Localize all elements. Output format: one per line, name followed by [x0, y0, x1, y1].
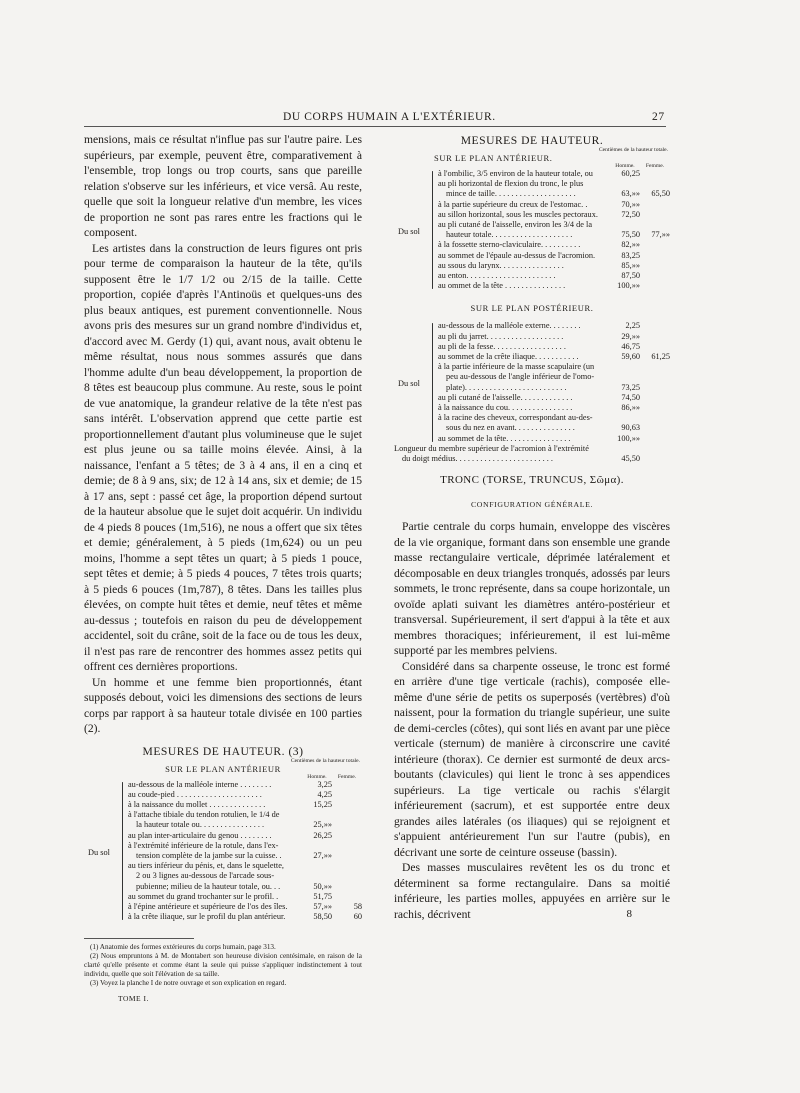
du-sol-label: Du sol: [398, 227, 420, 236]
value-homme: 100,»»: [617, 281, 640, 291]
table-row: [438, 362, 670, 372]
value-femme: 60: [353, 912, 362, 922]
running-head-title: DU CORPS HUMAIN A L'EXTÉRIEUR.: [283, 111, 496, 123]
header-rule: [84, 126, 666, 127]
value-femme: [640, 179, 670, 189]
value-femme: [640, 413, 670, 423]
row-label: mince de taille. . . . . . . . . . . . . . . . . . . .: [446, 189, 576, 199]
row-label: au pli cutané de l'aisselle. . . . . . . . . . . . .: [438, 392, 573, 402]
table-row: [438, 342, 670, 352]
row-label: au coude-pied . . . . . . . . . . . . . . . . . . . . .: [128, 789, 262, 799]
row-label: hauteur totale. . . . . . . . . . . . . . . . . . . .: [446, 230, 573, 240]
value-femme: [640, 393, 670, 403]
value-homme: 82,»»: [621, 240, 640, 250]
table-row: [438, 179, 670, 189]
value-femme: [332, 790, 362, 800]
row-label: au sommet de l'épaule au-dessus de l'acromion.: [438, 250, 596, 260]
table-row: [128, 892, 362, 902]
value-homme: [300, 810, 332, 820]
value-femme: [640, 321, 670, 331]
row-label: au ssous du larynx. . . . . . . . . . . . . . . .: [438, 260, 564, 270]
value-homme: [608, 372, 640, 382]
value-femme: [640, 271, 670, 281]
table-row: [438, 261, 670, 271]
value-homme: [608, 362, 640, 372]
value-femme: 61,25: [651, 352, 670, 362]
table-row: [438, 403, 670, 413]
value-homme: [300, 871, 332, 881]
table-row: [128, 861, 362, 871]
value-homme: 29,»»: [621, 331, 640, 341]
col-femme: Femme.: [337, 773, 357, 780]
table-row: [438, 413, 670, 423]
footnotes: [84, 938, 362, 988]
table-title: MESURES DE HAUTEUR.: [460, 134, 604, 147]
value-homme: 59,60: [621, 352, 640, 362]
table-row: [438, 251, 670, 261]
value-femme: [332, 882, 362, 892]
value-homme: 63,»»: [621, 189, 640, 199]
row-label: peu au-dessous de l'angle inférieur de l'omo-: [446, 372, 595, 382]
subsection-heading: CONFIGURATION GÉNÉRALE.: [470, 500, 594, 510]
value-femme: [332, 892, 362, 902]
value-homme: 83,25: [621, 250, 640, 260]
value-homme: 87,50: [621, 271, 640, 281]
value-homme: 86,»»: [621, 403, 640, 413]
row-label: à la partie supérieure du creux de l'estomac. .: [438, 199, 588, 209]
row-label: la hauteur totale ou. . . . . . . . . . . . . . . .: [136, 820, 265, 830]
table-subtitle: SUR LE PLAN ANTÉRIEUR: [165, 763, 281, 774]
centiemes-caption: Centièmes de la hauteur totale.: [290, 757, 360, 764]
table-row: [128, 902, 362, 912]
signature-mark: 8: [626, 908, 632, 921]
value-femme: [640, 403, 670, 413]
paragraph: Considéré dans sa charpente osseuse, le tronc est formé en arrière d'une tige verticale (rachis), composée elle-même d'une série de petits os superposés (vertèbres) d'où naissent, pour la formation du triangle supérieur, une suite de demi-cercles (côtes), qui sont liés en avant par une pièce verticale (sternum) de manière à circonscrire une cavité intérieure (thorax). Ce dernier est surmonté de deux arcs-boutants (clavicules) qui lient le tronc à ses appendices supérieurs. La tige verticale ou rachis s'élargit inférieurement (sacrum), et est supportée entre deux grandes ailes latérales (os iliaques) qui se rejoignent et s'appuient antérieurement l'un sur l'autre (pubis), en décrivant une sorte de ceinture osseuse (bassin).: [394, 659, 670, 859]
value-femme: [332, 820, 362, 830]
row-label: à la naissance du mollet . . . . . . . . . . . . . .: [128, 799, 266, 809]
table-row: [438, 281, 670, 291]
longueur-label: du doigt médius. . . . . . . . . . . . . . . . . . . . . . . .: [402, 454, 553, 464]
value-homme: 25,»»: [313, 820, 332, 830]
value-homme: 3,25: [317, 779, 332, 789]
value-femme: 58: [353, 901, 362, 911]
col-femme: Femme.: [645, 163, 665, 169]
value-femme: [332, 861, 362, 871]
right-column: [394, 132, 670, 920]
measure-table-posterior: [398, 321, 670, 443]
row-label: au pli de la fesse. . . . . . . . . . . . . . . . . .: [438, 341, 566, 351]
footnote: (3) Voyez la planche I de notre ouvrage et son explication en regard.: [90, 979, 287, 988]
table-row: [128, 810, 362, 820]
value-homme: 27,»»: [313, 850, 332, 860]
row-label: au plan inter-articulaire du genou . . . . . . . .: [128, 830, 272, 840]
table-row: [128, 800, 362, 810]
value-homme: 85,»»: [621, 260, 640, 270]
paragraph: Un homme et une femme bien proportionnés, étant supposés debout, voici les dimensions des sections de leurs corps par rapport à sa hauteur totale divisée en 100 parties (2).: [84, 675, 362, 735]
footnote-rule: [84, 938, 194, 939]
row-label: au tiers inférieur du pénis, et, dans le squelette,: [128, 861, 284, 871]
table-subtitle: SUR LE PLAN ANTÉRIEUR.: [434, 153, 553, 163]
table-row: [438, 240, 670, 250]
value-femme: [332, 831, 362, 841]
row-label: à l'attache tibiale du tendon rotulien, le 1/4 de: [128, 810, 280, 820]
table-row: [438, 230, 670, 240]
brace: [432, 171, 433, 289]
section-heading: TRONC (TORSE, TRUNCUS, Σῶμα).: [440, 474, 624, 487]
longueur-value: 45,50: [621, 454, 640, 464]
value-femme: [640, 261, 670, 271]
table-row: [438, 169, 670, 179]
longueur-row: [394, 444, 670, 464]
table-row: [438, 321, 670, 331]
value-femme: [640, 281, 670, 291]
value-homme: 73,25: [621, 382, 640, 392]
row-label: à la crête iliaque, sur le profil du plan antérieur.: [128, 912, 286, 922]
table-row: [438, 393, 670, 403]
value-homme: 46,75: [621, 341, 640, 351]
table-row: [128, 871, 362, 881]
centiemes-caption: Centièmes de la hauteur totale.: [598, 147, 668, 153]
du-sol-label: Du sol: [398, 379, 420, 389]
value-femme: [640, 372, 670, 382]
value-homme: 15,25: [313, 799, 332, 809]
table-row: [438, 423, 670, 433]
value-femme: [640, 434, 670, 444]
row-label: au sommet de la tête. . . . . . . . . . . . . . . .: [438, 433, 571, 443]
table-row: [128, 831, 362, 841]
row-label: à la racine des cheveux, correspondant au-des-: [438, 413, 593, 423]
value-femme: [640, 210, 670, 220]
table-row: [128, 882, 362, 892]
value-homme: [300, 841, 332, 851]
value-homme: [608, 413, 640, 423]
row-label: tension complète de la jambe sur la cuisse. .: [136, 850, 282, 860]
row-label: 2 ou 3 lignes au-dessous de l'arcade sous-: [136, 871, 275, 881]
value-homme: [608, 179, 640, 189]
value-homme: 26,25: [313, 830, 332, 840]
du-sol-label: Du sol: [88, 847, 110, 857]
value-femme: [640, 220, 670, 230]
value-femme: [640, 200, 670, 210]
value-femme: [640, 332, 670, 342]
value-homme: 50,»»: [313, 881, 332, 891]
paragraph: Les artistes dans la construction de leurs figures ont pris pour terme de comparaison la hauteur de la tête, qu'ils supposent être le 1/7 1/2 ou 2/15 de la taille. Cette proportion, copiée d'après l'Antinoüs et quelques-uns des plus beaux antiques, est purement conventionnelle. Nous avons pris des mesures sur un grand nombre d'individus et, d'accord avec M. Gerdy (1) qui, avant nous, avait obtenu le même résultat, nous nous sommes assurés que dans l'homme adulte d'un beau développement, la proportion de 8 têtes est beaucoup plus commune. Au reste, sous le point de vue anatomique, la grandeur relative de la tête n'est pas sans intérêt. L'observation apprend que cette partie est proportionnellement d'autant plus volumineuse que le sujet est plus jeune ou sa taille moins élevée. Ainsi, à la naissance, l'enfant a 5 têtes; de 3 à 4 ans, il en a cinq et demie; de 8 à 9 ans, six; de 12 à 14 ans, six et demie; de 15 à 17 ans, sept : passé cet âge, la proportion dépend surtout de la hauteur absolue que le sujet doit acquérir. Un individu de 4 pieds 8 pouces (1m,516), ne nous a offert que six têtes et demie; généralement, à 5 pieds (1m,624) ou un peu moins, l'homme a sept têtes un quart; à 5 pieds 1 pouce, sept têtes et demie; à 5 pieds 4 pouces, 7 têtes trois quarts; à 5 pieds 6 pouces (1m,787), 8 têtes. Dans les tailles plus élevées, on compte huit têtes et demie, neuf têtes et même au-dessus ; toutefois en raison du peu de développement accidentel, soit du crâne, soit de la face ou de tous les deux, il n'est pas rare de rencontrer des hommes assez petits qui offrent ces dernières proportions.: [84, 241, 362, 673]
row-label: plate). . . . . . . . . . . . . . . . . . . . . . . . .: [446, 382, 567, 392]
value-femme: [332, 810, 362, 820]
value-homme: 75,50: [621, 230, 640, 240]
table-row: [438, 271, 670, 281]
value-femme: 77,»»: [651, 230, 670, 240]
row-label: au enton. . . . . . . . . . . . . . . . . . . . . .: [438, 271, 556, 281]
value-homme: 70,»»: [621, 199, 640, 209]
row-label: à l'épine antérieure et supérieure de l'os des îles.: [128, 901, 288, 911]
table-row: [128, 820, 362, 830]
paragraph: mensions, mais ce résultat n'influe pas sur l'autre paire. Les supérieurs, par exemple, peuvent être, comparativement à l'ensemble, trop longs ou trop courts, sans que pareille relation s'observe sur les inférieurs, et vice versâ. Au reste, quelle que soit la longueur relative d'un membre, les vices de proportion ne sont pas rares entre les fractions qui le composent.: [84, 133, 362, 239]
col-homme: Homme.: [615, 163, 635, 169]
value-femme: [640, 169, 670, 179]
table-row: [438, 332, 670, 342]
table-row: [128, 851, 362, 861]
row-label: sous du nez en avant. . . . . . . . . . . . . . .: [446, 423, 575, 433]
paragraph: Partie centrale du corps humain, enveloppe des viscères de la vie organique, formant dans son ensemble une grande masse rectangulaire verticale, déprimée latéralement et décomposable en deux triangles tronqués, adossés par leurs sommets, le tronc représente, dans sa coupe horizontale, un ovoïde aplati suivant les diamètres antéro-postérieur et transversal. Supérieurement, il sert d'appui à la tête et aux membres thoraciques; inférieurement, il est lui-même supporté par les membres pelviens.: [394, 520, 670, 658]
table-row: [438, 372, 670, 382]
value-femme: [332, 780, 362, 790]
value-homme: 51,75: [313, 891, 332, 901]
value-femme: [332, 851, 362, 861]
table-row: [438, 210, 670, 220]
value-femme: [640, 240, 670, 250]
row-label: à la partie inférieure de la masse scapulaire (un: [438, 362, 595, 372]
table-row: [438, 220, 670, 230]
table-row: [438, 383, 670, 393]
longueur-label: Longueur du membre supérieur de l'acromion à l'extrémité: [394, 443, 589, 453]
table-subtitle: SUR LE PLAN POSTÉRIEUR.: [470, 303, 594, 314]
table-row: [438, 434, 670, 444]
measure-table: [88, 779, 362, 923]
footnote: (1) Anatomie des formes extérieures du corps humain, page 313.: [90, 943, 276, 952]
value-femme: [640, 423, 670, 433]
table-row: [438, 189, 670, 199]
table-row: [438, 352, 670, 362]
value-homme: [300, 861, 332, 871]
value-homme: 74,50: [621, 392, 640, 402]
value-homme: [608, 220, 640, 230]
brace: [122, 782, 123, 921]
value-femme: 65,50: [651, 189, 670, 199]
value-homme: 72,50: [621, 209, 640, 219]
value-femme: [640, 342, 670, 352]
value-femme: [640, 362, 670, 372]
row-label: au sommet du grand trochanter sur le profil. .: [128, 891, 279, 901]
row-label: au pli horizontal de flexion du tronc, le plus: [438, 179, 584, 189]
paragraph: Des masses musculaires revêtent les os du tronc et déterminent sa forme rectangulaire. Dans sa moitié inférieure, les parties molles, appuyées en arrière sur le rachis, décrivent: [394, 861, 670, 921]
row-label: au-dessous de la malléole interne . . . . . . . .: [128, 779, 272, 789]
row-label: pubienne; milieu de la hauteur totale, ou. . .: [136, 881, 281, 891]
measure-table-anterior: [398, 169, 670, 291]
row-label: au pli cutané de l'aisselle, environ les 3/4 de la: [438, 220, 593, 230]
row-label: au sillon horizontal, sous les muscles pectoraux.: [438, 209, 598, 219]
table-row: [128, 790, 362, 800]
brace: [432, 323, 433, 441]
value-femme: [640, 251, 670, 261]
value-homme: 2,25: [625, 321, 640, 331]
value-femme: [332, 841, 362, 851]
table-row: [128, 780, 362, 790]
tome-label: TOME I.: [118, 994, 149, 1004]
row-label: au ommet de la tête . . . . . . . . . . . . . . .: [438, 281, 566, 291]
left-column: [84, 132, 362, 1003]
row-label: au pli du jarret. . . . . . . . . . . . . . . . . . .: [438, 331, 564, 341]
row-label: à la fossette sterno-claviculaire. . . . . . . . . .: [438, 240, 581, 250]
value-homme: 4,25: [317, 789, 332, 799]
value-homme: 100,»»: [617, 433, 640, 443]
value-femme: [332, 800, 362, 810]
footnote: (2) Nous empruntons à M. de Montabert son heureuse division centésimale, en raison de la clarté qu'elle présente et comme étant la seule qui puisse s'appliquer indistinctement à tout individu, quelle que soit l'élévation de sa taille.: [84, 952, 362, 979]
row-label: à la naissance du cou. . . . . . . . . . . . . . . .: [438, 403, 573, 413]
col-homme: Homme.: [307, 773, 327, 780]
table-row: [128, 841, 362, 851]
table-title: MESURES DE HAUTEUR. (3): [142, 744, 304, 758]
value-femme: [332, 871, 362, 881]
value-homme: 90,63: [621, 423, 640, 433]
value-homme: 58,50: [313, 912, 332, 922]
row-label: à l'ombilic, 3/5 environ de la hauteur totale, ou: [438, 169, 593, 178]
row-label: au-dessous de la malléole externe. . . . . . . .: [438, 321, 581, 331]
running-head: [0, 111, 800, 125]
page-number: 27: [652, 111, 665, 123]
row-label: à l'extrémité inférieure de la rotule, dans l'ex-: [128, 840, 279, 850]
value-homme: 57,»»: [313, 901, 332, 911]
value-homme: 60,25: [621, 169, 640, 178]
value-femme: [640, 383, 670, 393]
row-label: au sommet de la crête iliaque. . . . . . . . . . .: [438, 352, 579, 362]
table-row: [438, 200, 670, 210]
table-row: [128, 912, 362, 922]
